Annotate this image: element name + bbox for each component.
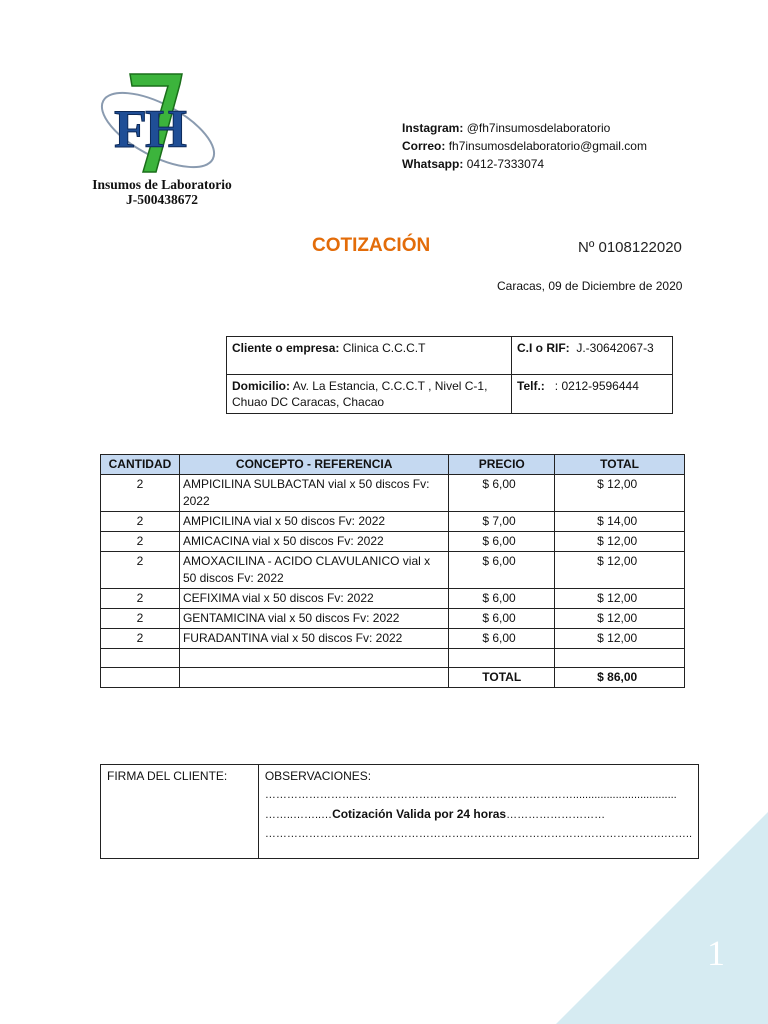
row-concept: AMPICILINA SULBACTAN vial x 50 discos Fv: 2022 [179,475,448,512]
empty-cell [555,649,685,668]
table-row [101,552,685,589]
client-address-cell [227,375,512,414]
empty-cell [179,668,448,688]
client-rif-cell [512,337,673,375]
client-signature-cell [101,765,259,859]
corner-decoration [556,812,768,1024]
header-price: PRECIO [449,455,555,475]
table-row [101,589,685,609]
observations-line: ………………………………………………………………………….................................. [264,789,677,801]
dots-prefix: ……..……..… [264,809,333,821]
instagram-label: Instagram: [402,121,464,135]
whatsapp-label: Whatsapp: [402,157,464,171]
row-quantity: 2 [101,532,180,552]
email-label: Correo: [402,139,446,153]
empty-cell [101,649,180,668]
total-row [101,668,685,688]
row-quantity: 2 [101,609,180,629]
row-concept: CEFIXIMA vial x 50 discos Fv: 2022 [179,589,448,609]
company-rif: J-500438672 [126,192,198,207]
row-total: $ 12,00 [555,589,685,609]
place-date: Caracas, 09 de Diciembre de 2020 [497,279,683,293]
row-concept: AMICACINA vial x 50 discos Fv: 2022 [179,532,448,552]
client-name-value: Clinica C.C.C.T [342,341,426,355]
empty-cell [179,649,448,668]
row-price: $ 6,00 [449,629,555,649]
items-header-row [101,455,685,475]
table-row [101,629,685,649]
client-address-label: Domicilio: [232,379,291,393]
empty-cell [449,649,555,668]
instagram-line [402,119,647,137]
observations-label: OBSERVACIONES: [264,769,372,783]
empty-cell [101,668,180,688]
validity-note: Cotización Valida por 24 horas [332,807,507,821]
client-phone-cell [512,375,673,414]
table-row [101,532,685,552]
header-quantity: CANTIDAD [101,455,180,475]
client-address-value: Av. La Estancia, C.C.C.T , Nivel C-1, Chuao DC Caracas, Chacao [232,379,488,409]
row-concept: AMPICILINA vial x 50 discos Fv: 2022 [179,512,448,532]
header-total: TOTAL [555,455,685,475]
client-signature-label: FIRMA DEL CLIENTE: [107,769,228,783]
row-total: $ 12,00 [555,532,685,552]
row-price: $ 6,00 [449,589,555,609]
table-row [101,475,685,512]
client-rif-value: J.-30642067-3 [576,341,654,355]
contact-info [402,119,647,173]
row-concept: GENTAMICINA vial x 50 discos Fv: 2022 [179,609,448,629]
empty-row [101,649,685,668]
document-title: COTIZACIÓN [312,235,431,256]
row-quantity: 2 [101,552,180,589]
instagram-handle: @fh7insumosdelaboratorio [466,121,611,135]
row-concept: FURADANTINA vial x 50 discos Fv: 2022 [179,629,448,649]
table-row [101,609,685,629]
client-phone-value: : 0212-9596444 [554,379,639,393]
client-info-table [226,336,673,414]
client-rif-label: C.I o RIF: [517,341,570,355]
row-total: $ 14,00 [555,512,685,532]
client-phone-label: Telf.: [517,379,545,393]
row-quantity: 2 [101,629,180,649]
row-total: $ 12,00 [555,475,685,512]
email-address: fh7insumosdelaboratorio@gmail.com [448,139,647,153]
row-total: $ 12,00 [555,609,685,629]
row-price: $ 6,00 [449,552,555,589]
row-price: $ 6,00 [449,475,555,512]
row-price: $ 6,00 [449,532,555,552]
row-concept: AMOXACILINA - ACIDO CLAVULANICO vial x 50 discos Fv: 2022 [179,552,448,589]
company-name: Insumos de Laboratorio [92,177,232,192]
row-price: $ 6,00 [449,609,555,629]
observations-line: ……………………………………………………………………………………………….…….. [264,828,692,840]
row-total: $ 12,00 [555,552,685,589]
email-line [402,137,647,155]
quote-number: Nº 0108122020 [578,239,682,256]
company-logo [86,66,238,216]
grand-total: $ 86,00 [555,668,685,688]
row-quantity: 2 [101,512,180,532]
items-table [100,454,685,688]
row-total: $ 12,00 [555,629,685,649]
logo-letters: FH [114,99,185,159]
row-price: $ 7,00 [449,512,555,532]
header-concept: CONCEPTO - REFERENCIA [179,455,448,475]
total-label: TOTAL [449,668,555,688]
whatsapp-line [402,155,647,173]
row-quantity: 2 [101,475,180,512]
dots-suffix: ……………………… [506,809,606,821]
table-row [101,512,685,532]
client-name-label: Cliente o empresa: [232,341,340,355]
whatsapp-number: 0412-7333074 [466,157,545,171]
row-quantity: 2 [101,589,180,609]
client-name-cell [227,337,512,375]
page-number: 1 [707,933,725,973]
